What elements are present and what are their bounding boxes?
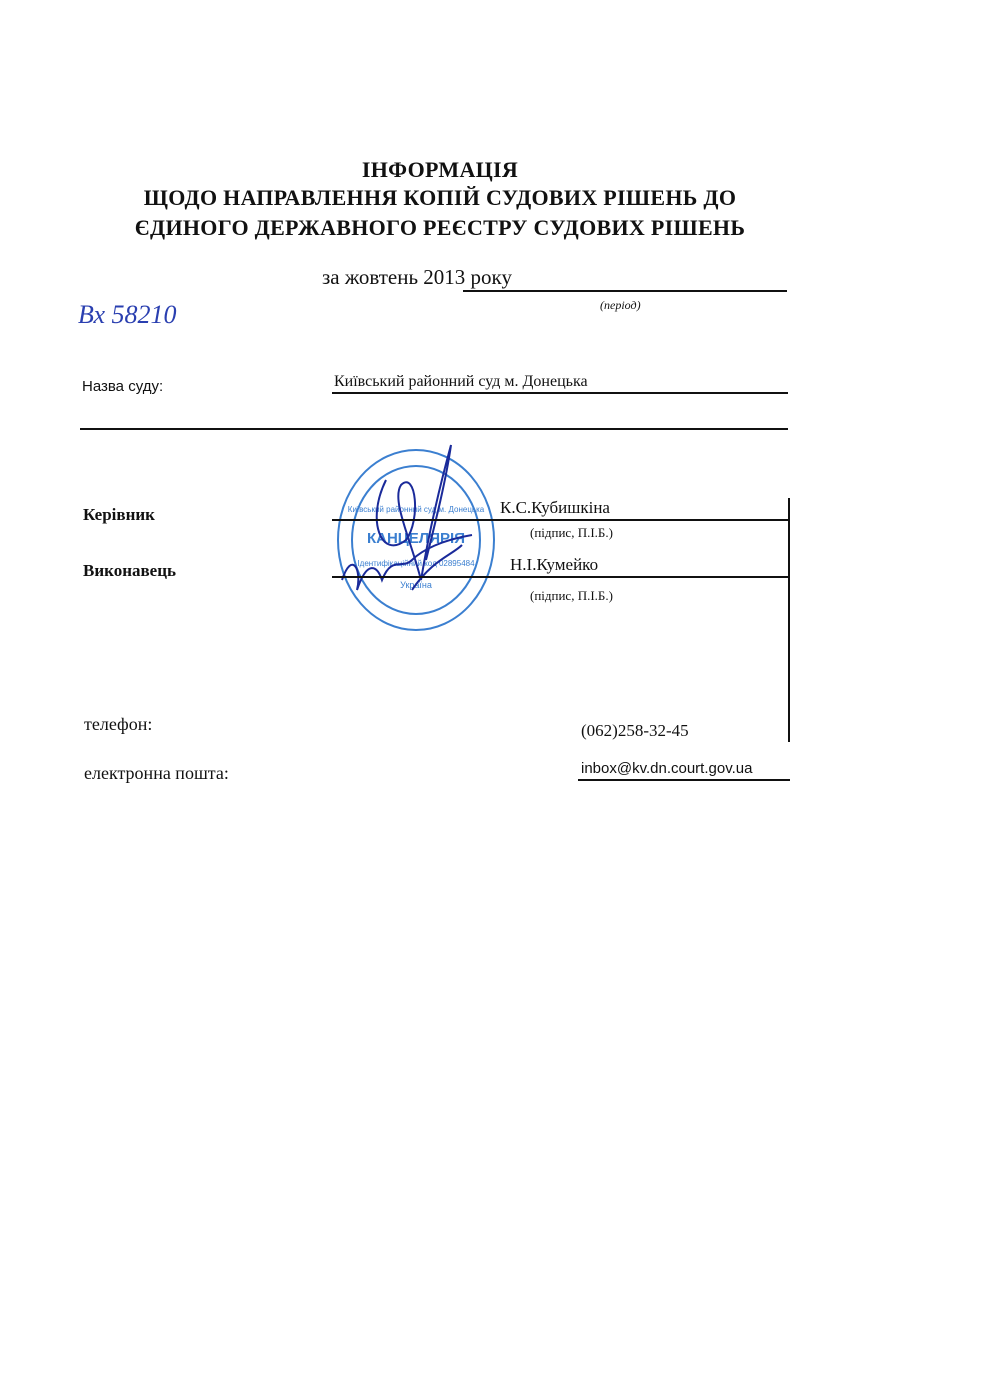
executor-signature-line [332,576,788,578]
email-value: inbox@kv.dn.court.gov.ua [581,760,753,777]
court-underline [332,392,788,394]
head-label: Керівник [83,505,155,524]
executor-name: Н.І.Кумейко [510,555,599,574]
stamp-center-text: КАНЦЕЛЯРІЯ [366,530,466,547]
court-label: Назва суду: [82,378,164,395]
title-line-1: ІНФОРМАЦІЯ [361,157,519,182]
stamp-outer-text: Київський районний суд м. Донецька [347,505,485,514]
incoming-number-handwritten: Вх 58210 [78,300,177,329]
head-name: К.С.Кубишкіна [500,498,610,517]
title-line-3: ЄДИНОГО ДЕРЖАВНОГО РЕЄСТРУ СУДОВИХ РІШЕНЬ [134,215,746,240]
head-caption: (підпис, П.І.Б.) [530,525,613,540]
email-underline [578,779,790,781]
period-underline [463,290,787,292]
phone-label: телефон: [84,714,153,734]
stamp-bottom-text: Україна [400,580,432,590]
period-caption: (період) [600,298,641,312]
right-border-line [788,498,790,742]
separator-line [80,428,788,430]
executor-caption: (підпис, П.І.Б.) [530,588,613,603]
official-stamp [336,440,496,640]
title-line-2: ЩОДО НАПРАВЛЕННЯ КОПІЙ СУДОВИХ РІШЕНЬ ДО [143,185,737,210]
period-value: за жовтень 2013 року [322,265,512,289]
phone-value: (062)258-32-45 [581,721,689,740]
court-name: Київський районний суд м. Донецька [334,373,588,390]
stamp-inner-text: Ідентифікаційний код 02895484 [357,559,475,568]
email-label: електронна пошта: [84,763,229,783]
executor-label: Виконавець [83,561,177,580]
head-signature-line [332,519,788,521]
